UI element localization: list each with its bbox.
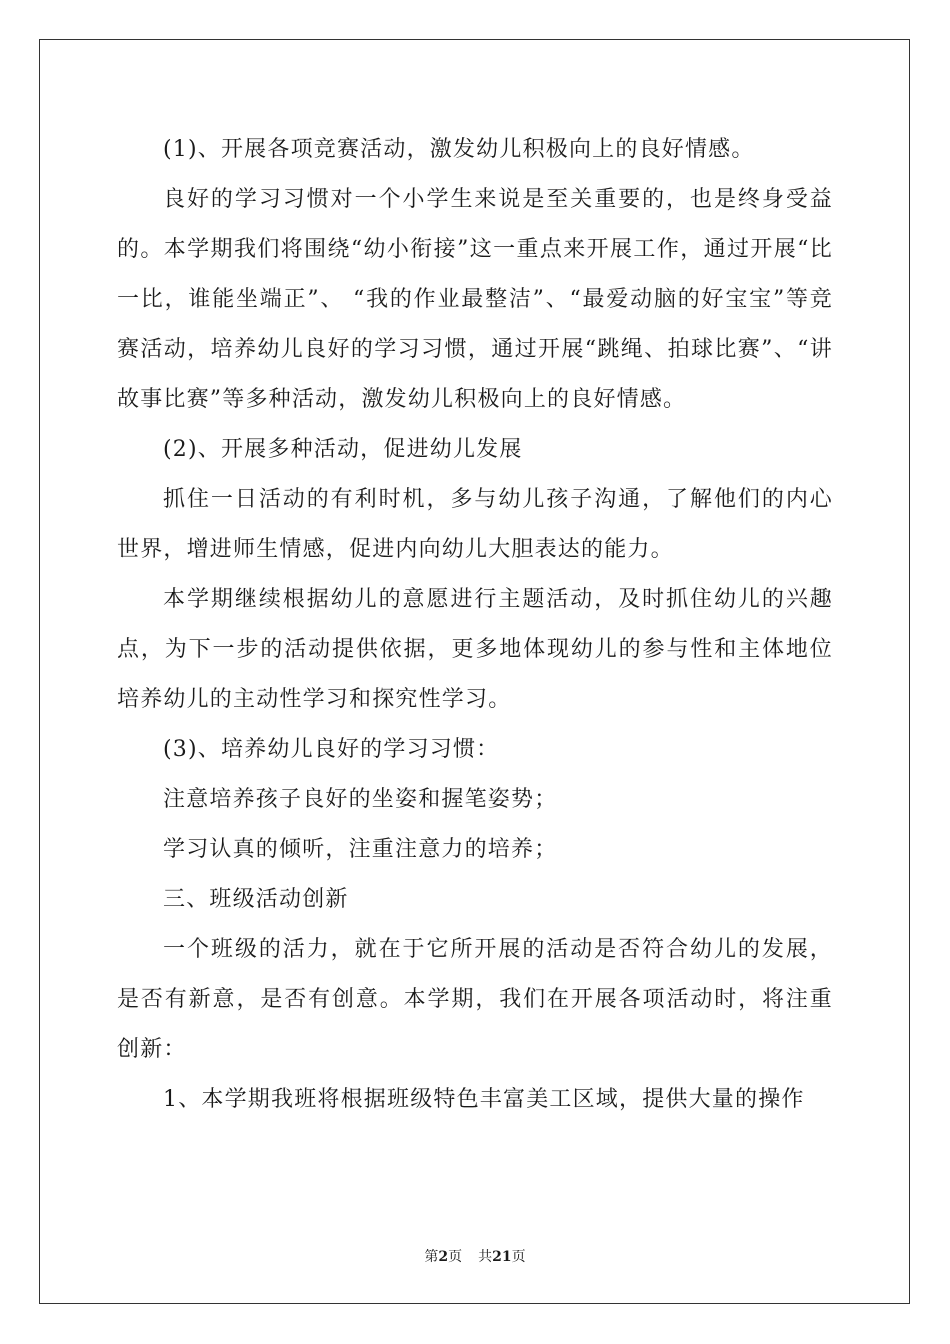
page-number: 2 (438, 1249, 449, 1265)
total-label-suffix: 页 (511, 1249, 526, 1265)
page-footer (0, 1246, 950, 1266)
paragraph: 抓住一日活动的有利时机，多与幼儿孩子沟通，了解他们的内心世界，增进师生情感，促进内向幼儿大胆表达的能力。 (117, 487, 833, 562)
page-label-suffix: 页 (448, 1249, 463, 1265)
total-label-prefix: 共 (478, 1249, 493, 1265)
paragraph: 一个班级的活力，就在于它所开展的活动是否符合幼儿的发展，是否有新意，是否有创意。本学期，我们在开展各项活动时，将注重创新： (117, 937, 833, 1062)
paragraph: (3)、培养幼儿良好的学习习惯： (163, 737, 500, 762)
section-heading: 三、班级活动创新 (163, 887, 349, 912)
paragraph: 良好的学习习惯对一个小学生来说是至关重要的，也是终身受益的。本学期我们将围绕“幼小衔接”这一重点来开展工作，通过开展“比一比，谁能坐端正”、 “我的作业最整洁”、“最爱动脑的好宝宝”等竞赛活动，培养幼儿良好的学习习惯，通过开展“跳绳、拍球比赛”、“讲故事比赛”等多种活动，激发幼儿积极向上的良好情感。 (117, 187, 833, 412)
paragraph: 学习认真的倾听，注重注意力的培养； (163, 837, 558, 862)
page-label-prefix: 第 (424, 1249, 439, 1265)
paragraph: 注意培养孩子良好的坐姿和握笔姿势； (163, 787, 558, 812)
total-pages: 21 (492, 1249, 512, 1265)
paragraph: 1、本学期我班将根据班级特色丰富美工区域，提供大量的操作 (163, 1087, 805, 1112)
paragraph: (1)、开展各项竞赛活动，激发幼儿积极向上的良好情感。 (163, 137, 755, 162)
paragraph: 本学期继续根据幼儿的意愿进行主题活动，及时抓住幼儿的兴趣点，为下一步的活动提供依据，更多地体现幼儿的参与性和主体地位培养幼儿的主动性学习和探究性学习。 (117, 587, 833, 712)
paragraph: (2)、开展多种活动，促进幼儿发展 (163, 437, 523, 462)
document-body (117, 125, 833, 1125)
